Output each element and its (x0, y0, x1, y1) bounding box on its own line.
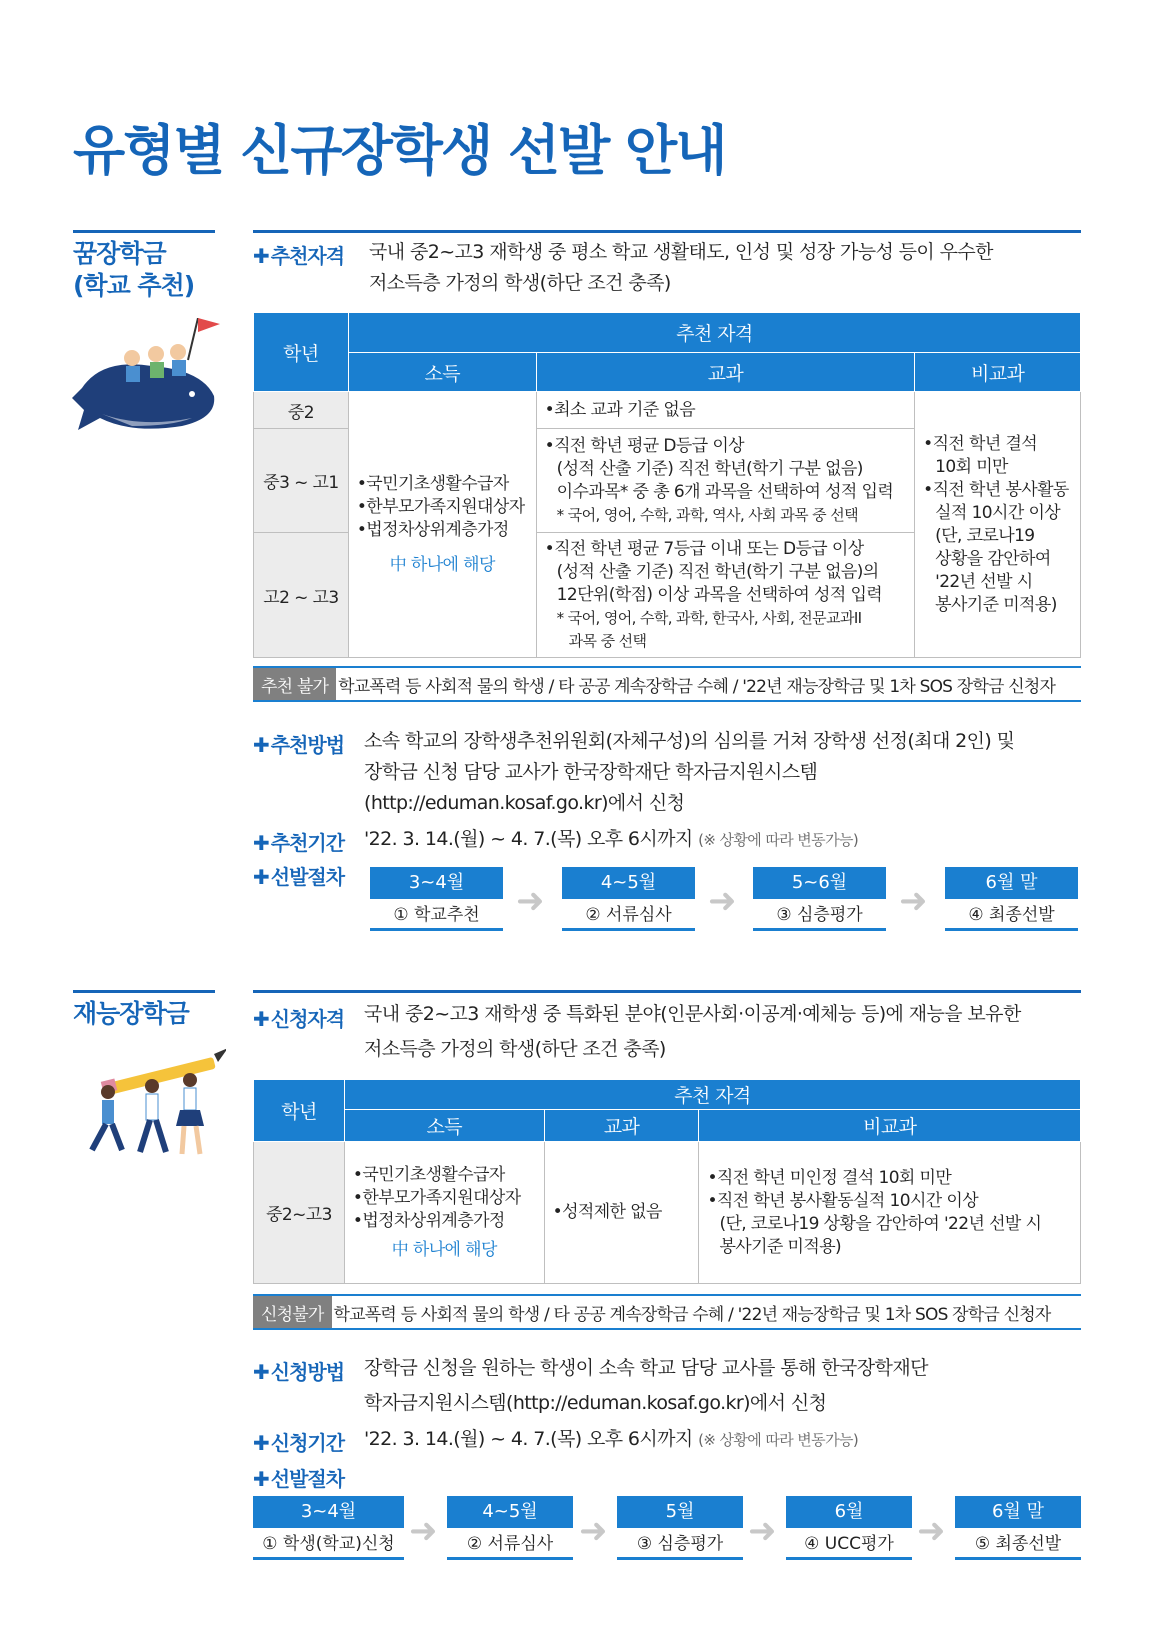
qualification-text: 국내 중2~고3 재학생 중 특화된 분야(인문사회·이공계·예체능 등)에 재능을 보유한 (364, 1003, 1021, 1025)
step-label: ⑤ 최종선발 (955, 1528, 1081, 1560)
header-income: 소득 (348, 353, 536, 392)
income-cell (344, 1142, 544, 1284)
step-label: ④ UCC평가 (786, 1528, 912, 1560)
subject-cell: •성적제한 없음 (544, 1142, 699, 1284)
plus-icon: ✚ (253, 244, 269, 268)
nonsubject-line: 봉사기준 미적용) (935, 594, 1057, 615)
procedure-step (753, 867, 886, 931)
step-period: 5~6월 (753, 867, 886, 899)
nonsubject-cell (699, 1142, 1081, 1284)
procedure-step (447, 1496, 573, 1560)
method-text: 장학금 신청 담당 교사가 한국장학재단 학자금지원시스템 (364, 761, 818, 783)
period-text (364, 1424, 858, 1456)
qualification-text: 저소득층 가정의 학생(하단 조건 충족) (369, 272, 671, 294)
section-title-talent: 재능장학금 (73, 999, 189, 1028)
header-subject: 교과 (536, 353, 915, 392)
nonsubject-line: 10회 미만 (935, 456, 1008, 477)
section-divider (253, 990, 1081, 993)
section-divider (73, 230, 215, 233)
label-apply-method: ✚ 신청방법 (253, 1360, 345, 1384)
income-cell (348, 392, 536, 658)
subject-line: •직전 학년 평균 D등급 이상 (544, 435, 744, 456)
arrow-right-icon: ➜ (917, 1511, 946, 1551)
exclusion-tag: 추천 불가 (253, 668, 336, 700)
label-recommend-period: ✚ 추천기간 (253, 831, 345, 855)
nonsubject-line: •직전 학년 봉사활동 (923, 479, 1069, 500)
procedure-step (955, 1496, 1081, 1560)
dream-qualification-table (253, 312, 1081, 658)
income-item: •법정차상위계층가정 (356, 519, 509, 540)
nonsubject-line: •직전 학년 봉사활동실적 10시간 이상 (707, 1190, 979, 1211)
subject-line: (성적 산출 기준) 직전 학년(학기 구분 없음) (556, 458, 863, 479)
income-note: 中 하나에 해당 (389, 554, 495, 575)
label-apply-qualification: ✚ 신청자격 (253, 1007, 345, 1031)
arrow-right-icon: ➜ (748, 1511, 777, 1551)
arrow-right-icon: ➜ (579, 1511, 608, 1551)
step-label: ③ 심층평가 (617, 1528, 743, 1560)
arrow-right-icon: ➜ (409, 1511, 438, 1551)
subject-line: 이수과목* 중 총 6개 과목을 선택하여 성적 입력 (556, 481, 894, 502)
step-period: 6월 (786, 1496, 912, 1528)
step-label: ④ 최종선발 (945, 899, 1078, 931)
plus-icon: ✚ (253, 733, 269, 757)
header-subject: 교과 (544, 1110, 699, 1142)
procedure-step (253, 1496, 404, 1560)
period-value: '22. 3. 14.(월) ~ 4. 7.(목) 오후 6시까지 (364, 1428, 693, 1450)
procedure-step (617, 1496, 743, 1560)
step-period: 4~5월 (562, 867, 695, 899)
exclusion-bar (253, 1294, 1081, 1330)
label-recommend-method: ✚ 추천방법 (253, 733, 345, 757)
arrow-right-icon: ➜ (708, 881, 737, 921)
period-note: (※ 상황에 따라 변동가능) (698, 831, 859, 849)
nonsubject-cell (915, 392, 1081, 658)
nonsubject-line: '22년 선발 시 (935, 571, 1033, 592)
label-selection-procedure: ✚ 선발절차 (253, 865, 345, 889)
subject-line: •직전 학년 평균 7등급 이내 또는 D등급 이상 (544, 538, 864, 559)
plus-icon: ✚ (253, 1431, 269, 1455)
exclusion-text: 학교폭력 등 사회적 물의 학생 / 타 공공 계속장학금 수혜 / '22년 재능장학금 및 1차 SOS 장학금 신청자 (338, 676, 1056, 697)
exclusion-bar (253, 666, 1081, 702)
arrow-right-icon: ➜ (899, 881, 928, 921)
qualification-text: 저소득층 가정의 학생(하단 조건 충족) (364, 1038, 666, 1060)
talent-qualification-table (253, 1079, 1081, 1284)
subject-cell: •최소 교과 기준 없음 (536, 392, 915, 429)
kids-pencil-illustration (66, 1040, 226, 1162)
section-title-dream: 꿈장학금 (학교 추천) (73, 239, 195, 300)
procedure-step (945, 867, 1078, 931)
income-item: •국민기초생활수급자 (356, 473, 509, 494)
header-qualification: 추천 자격 (344, 1080, 1080, 1110)
label-selection-procedure: ✚ 선발절차 (253, 1467, 345, 1491)
income-item: •한부모가족지원대상자 (352, 1187, 521, 1208)
procedure-step (370, 867, 503, 931)
page-title: 유형별 신규장학생 선발 안내 (73, 119, 726, 182)
procedure-step (786, 1496, 912, 1560)
subject-cell (536, 429, 915, 533)
plus-icon: ✚ (253, 1360, 269, 1384)
step-period: 6월 말 (945, 867, 1078, 899)
step-label: ① 학교추천 (370, 899, 503, 931)
grade-cell: 중3 ~ 고1 (254, 429, 349, 533)
plus-icon: ✚ (253, 1467, 269, 1491)
header-nonsubject: 비교과 (915, 353, 1081, 392)
method-text: 학자금지원시스템(http://eduman.kosaf.go.kr)에서 신청 (364, 1392, 827, 1414)
exclusion-tag: 신청불가 (253, 1296, 332, 1328)
qualification-text: 국내 중2~고3 재학생 중 평소 학교 생활태도, 인성 및 성장 가능성 등이 우수한 (369, 241, 993, 263)
exclusion-text: 학교폭력 등 사회적 물의 학생 / 타 공공 계속장학금 수혜 / '22년 재능장학금 및 1차 SOS 장학금 신청자 (333, 1304, 1051, 1325)
section-divider (73, 990, 215, 993)
plus-icon: ✚ (253, 831, 269, 855)
header-nonsubject: 비교과 (699, 1110, 1081, 1142)
procedure-step (562, 867, 695, 931)
nonsubject-line: •직전 학년 미인정 결석 10회 미만 (707, 1167, 952, 1188)
subject-line: 과목 중 선택 (568, 631, 647, 650)
method-text: 장학금 신청을 원하는 학생이 소속 학교 담당 교사를 통해 한국장학재단 (364, 1357, 928, 1379)
period-note: (※ 상황에 따라 변동가능) (698, 1431, 859, 1449)
step-period: 6월 말 (955, 1496, 1081, 1528)
period-value: '22. 3. 14.(월) ~ 4. 7.(목) 오후 6시까지 (364, 828, 693, 850)
section-divider (253, 230, 1081, 233)
step-label: ① 학생(학교)신청 (253, 1528, 404, 1560)
subject-line: * 국어, 영어, 수학, 과학, 한국사, 사회, 전문교과II (556, 608, 862, 627)
arrow-right-icon: ➜ (516, 881, 545, 921)
nonsubject-line: •직전 학년 결석 (923, 433, 1038, 454)
grade-cell: 고2 ~ 고3 (254, 533, 349, 658)
subject-line: * 국어, 영어, 수학, 과학, 역사, 사회 과목 중 선택 (556, 505, 859, 524)
step-label: ② 서류심사 (562, 899, 695, 931)
nonsubject-line: 상황을 감안하여 (935, 548, 1051, 569)
step-period: 5월 (617, 1496, 743, 1528)
income-item: •한부모가족지원대상자 (356, 496, 525, 517)
header-grade: 학년 (254, 313, 349, 392)
header-grade: 학년 (254, 1080, 345, 1142)
label-recommend-qualification: ✚ 추천자격 (253, 244, 345, 268)
income-item: •법정차상위계층가정 (352, 1210, 505, 1231)
label-apply-period: ✚ 신청기간 (253, 1431, 345, 1455)
grade-cell: 중2 (254, 392, 349, 429)
nonsubject-line: (단, 코로나19 (935, 525, 1035, 546)
nonsubject-line: 봉사기준 미적용) (719, 1236, 842, 1257)
header-income: 소득 (344, 1110, 544, 1142)
grade-cell: 중2~고3 (254, 1142, 345, 1284)
step-period: 4~5월 (447, 1496, 573, 1528)
subject-line: 12단위(학점) 이상 과목을 선택하여 성적 입력 (556, 584, 883, 605)
method-text: (http://eduman.kosaf.go.kr)에서 신청 (364, 792, 685, 814)
subject-line: (성적 산출 기준) 직전 학년(학기 구분 없음)의 (556, 561, 879, 582)
plus-icon: ✚ (253, 865, 269, 889)
subject-cell (536, 533, 915, 658)
income-item: •국민기초생활수급자 (352, 1164, 505, 1185)
plus-icon: ✚ (253, 1007, 269, 1031)
method-text: 소속 학교의 장학생추천위원회(자체구성)의 심의를 거쳐 장학생 선정(최대 2인) 및 (364, 730, 1015, 752)
nonsubject-line: 실적 10시간 이상 (935, 502, 1061, 523)
header-qualification: 추천 자격 (348, 313, 1080, 353)
step-label: ② 서류심사 (447, 1528, 573, 1560)
step-period: 3~4월 (253, 1496, 404, 1528)
income-note: 中 하나에 해당 (391, 1239, 497, 1260)
whale-illustration (72, 318, 222, 436)
period-text (364, 824, 858, 856)
nonsubject-line: (단, 코로나19 상황을 감안하여 '22년 선발 시 (719, 1213, 1042, 1234)
step-period: 3~4월 (370, 867, 503, 899)
step-label: ③ 심층평가 (753, 899, 886, 931)
